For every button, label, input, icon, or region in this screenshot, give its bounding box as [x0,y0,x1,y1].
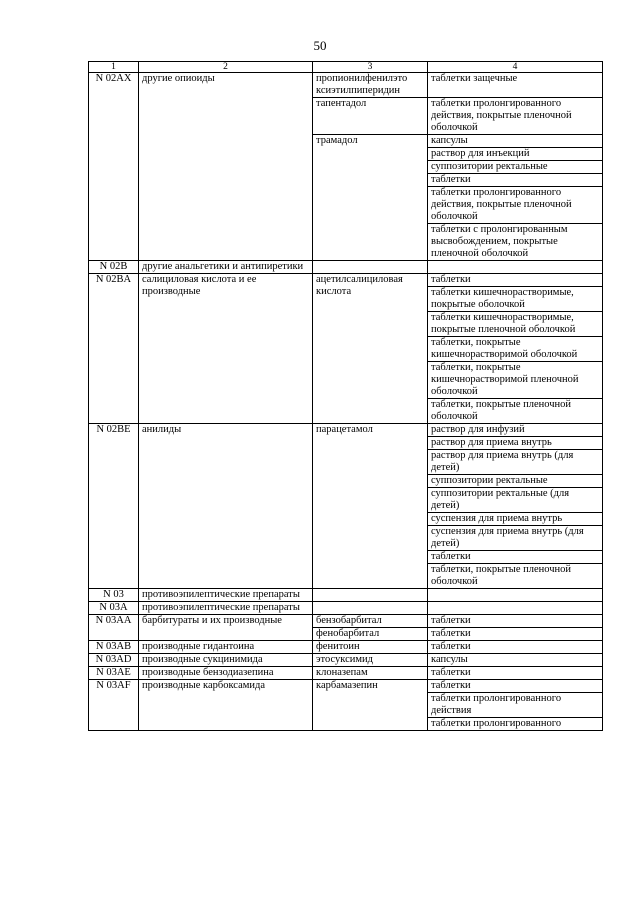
dosage-form-cell: таблетки [428,551,603,564]
table-row [89,667,603,680]
dosage-form-cell: таблетки [428,628,603,641]
drug-name-cell: фенитоин [313,641,428,654]
table-row [89,589,603,602]
dosage-form-cell: таблетки кишечнорастворимые, покрытые оболочкой [428,287,603,312]
drug-name-cell: карбамазепин [313,680,428,731]
table-row [89,73,603,98]
atc-code-cell: N 03AA [89,615,139,641]
dosage-form-cell [428,602,603,615]
table-row [89,602,603,615]
dosage-form-cell: капсулы [428,654,603,667]
dosage-form-cell: капсулы [428,135,603,148]
drug-name-cell: пропионилфенилэто ксиэтилпиперидин [313,73,428,98]
table-row [89,615,603,628]
dosage-form-cell: таблетки, покрытые кишечнорастворимой пленочной оболочкой [428,362,603,399]
atc-code-cell: N 02BE [89,424,139,589]
drug-name-cell: ацетилсалициловая кислота [313,274,428,424]
dosage-form-cell: раствор для инфузий [428,424,603,437]
dosage-form-cell: раствор для приема внутрь [428,437,603,450]
group-name-cell: производные карбоксамида [139,680,313,731]
header-cell-4: 4 [428,62,603,73]
dosage-form-cell: таблетки [428,667,603,680]
dosage-form-cell: таблетки пролонгированного [428,718,603,731]
atc-code-cell: N 03AD [89,654,139,667]
drug-name-cell [313,261,428,274]
table-row [89,641,603,654]
dosage-form-cell: суспензия для приема внутрь (для детей) [428,526,603,551]
atc-code-cell: N 03AB [89,641,139,654]
drug-name-cell: трамадол [313,135,428,261]
dosage-form-cell: таблетки кишечнорастворимые, покрытые пленочной оболочкой [428,312,603,337]
dosage-form-cell: таблетки, покрытые пленочной оболочкой [428,399,603,424]
dosage-form-cell [428,589,603,602]
atc-code-cell: N 02AX [89,73,139,261]
dosage-form-cell: суппозитории ректальные (для детей) [428,488,603,513]
dosage-form-cell: таблетки [428,274,603,287]
dosage-form-cell: таблетки [428,615,603,628]
page-number: 50 [313,38,327,53]
dosage-form-cell: таблетки пролонгированного действия [428,693,603,718]
dosage-form-cell: суспензия для приема внутрь [428,513,603,526]
drug-name-cell: этосуксимид [313,654,428,667]
table-row [89,680,603,693]
drug-name-cell: тапентадол [313,98,428,135]
table-row [89,261,603,274]
dosage-form-cell: раствор для инъекций [428,148,603,161]
group-name-cell: противоэпилептические препараты [139,589,313,602]
header-cell-3: 3 [313,62,428,73]
atc-code-cell: N 03AF [89,680,139,731]
table-header-row [89,62,603,73]
group-name-cell: другие опиоиды [139,73,313,261]
atc-code-cell: N 03 [89,589,139,602]
dosage-form-cell: таблетки [428,641,603,654]
atc-code-cell: N 03A [89,602,139,615]
group-name-cell: производные сукцинимида [139,654,313,667]
header-cell-1: 1 [89,62,139,73]
table-row [89,424,603,437]
drug-name-cell: бензобарбитал [313,615,428,628]
dosage-form-cell: таблетки, покрытые кишечнорастворимой оболочкой [428,337,603,362]
table-row [89,654,603,667]
atc-code-cell: N 02B [89,261,139,274]
group-name-cell: барбитураты и их производные [139,615,313,641]
dosage-form-cell: таблетки [428,680,603,693]
dosage-form-cell: суппозитории ректальные [428,161,603,174]
dosage-form-cell: таблетки, покрытые пленочной оболочкой [428,564,603,589]
drug-name-cell: парацетамол [313,424,428,589]
header-cell-2: 2 [139,62,313,73]
table-row [89,274,603,287]
dosage-form-cell: таблетки пролонгированного действия, покрытые пленочной оболочкой [428,187,603,224]
drug-table [88,61,603,731]
dosage-form-cell: таблетки защечные [428,73,603,98]
dosage-form-cell: раствор для приема внутрь (для детей) [428,450,603,475]
drug-name-cell [313,589,428,602]
dosage-form-cell: таблетки с пролонгированным высвобождением, покрытые пленочной оболочкой [428,224,603,261]
group-name-cell: салициловая кислота и ее производные [139,274,313,424]
dosage-form-cell: таблетки [428,174,603,187]
group-name-cell: другие анальгетики и антипиретики [139,261,313,274]
drug-name-cell: фенобарбитал [313,628,428,641]
atc-code-cell: N 03AE [89,667,139,680]
group-name-cell: производные гидантоина [139,641,313,654]
atc-code-cell: N 02BA [89,274,139,424]
group-name-cell: производные бензодиазепина [139,667,313,680]
group-name-cell: противоэпилептические препараты [139,602,313,615]
group-name-cell: анилиды [139,424,313,589]
drug-name-cell [313,602,428,615]
dosage-form-cell: суппозитории ректальные [428,475,603,488]
dosage-form-cell: таблетки пролонгированного действия, покрытые пленочной оболочкой [428,98,603,135]
drug-name-cell: клоназепам [313,667,428,680]
dosage-form-cell [428,261,603,274]
table-body [89,73,603,731]
